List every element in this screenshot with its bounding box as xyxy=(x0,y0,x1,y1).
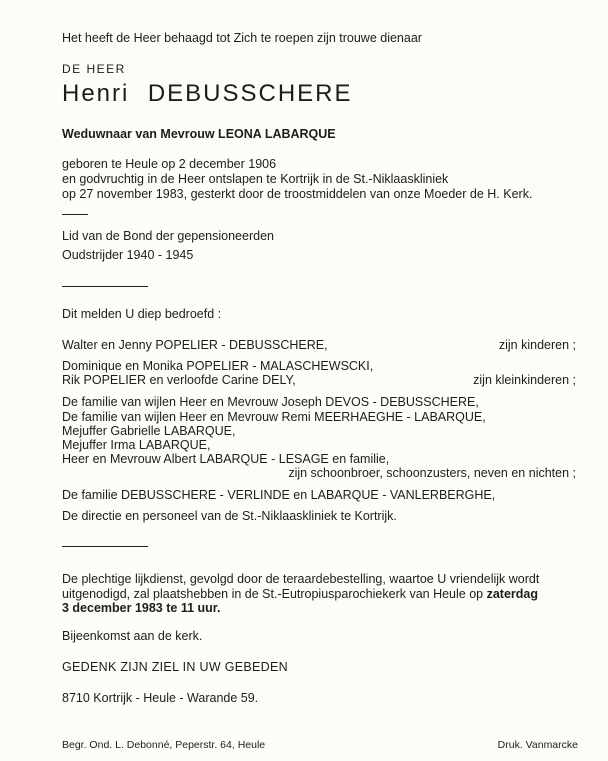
in-law-line-4: Mejuffer Irma LABARQUE, xyxy=(62,438,211,452)
membership-2: Oudstrijder 1940 - 1945 xyxy=(62,248,194,262)
grandchildren-relation: zijn kleinkinderen ; xyxy=(473,373,576,387)
widower-line: Weduwnaar van Mevrouw LEONA LABARQUE xyxy=(62,127,336,141)
children-relation: zijn kinderen ; xyxy=(498,338,576,352)
footer-undertaker: Begr. Ond. L. Debonné, Peperstr. 64, Heule xyxy=(62,739,266,751)
service-line-2 xyxy=(62,587,538,602)
families-line: De familie DEBUSSCHERE - VERLINDE en LABARQUE - VANLERBERGHE, xyxy=(62,488,496,502)
grandchildren-line-2: Rik POPELIER en verloofde Carine DELY, xyxy=(62,373,296,387)
in-law-line-2: De familie van wijlen Heer en Mevrouw Remi MEERHAEGHE - LABARQUE, xyxy=(62,410,486,424)
grandchildren-line-1: Dominique en Monika POPELIER - MALASCHEWSCKI, xyxy=(62,359,374,373)
announce-line: Dit melden U diep bedroefd : xyxy=(62,307,222,321)
bio-line-3: op 27 november 1983, gesterkt door de troostmiddelen van onze Moeder de H. Kerk. xyxy=(62,187,533,201)
deceased-name xyxy=(62,80,353,108)
title-prefix: DE HEER xyxy=(62,62,126,76)
membership-1: Lid van de Bond der gepensioneerden xyxy=(62,229,274,243)
bio-line-2: en godvruchtig in de Heer ontslapen te Kortrijk in de St.-Niklaaskliniek xyxy=(62,172,449,186)
intro-line: Het heeft de Heer behaagd tot Zich te roepen zijn trouwe dienaar xyxy=(62,31,422,45)
service-line-1: De plechtige lijkdienst, gevolgd door de teraardebestelling, waartoe U vriendelijk wordt xyxy=(62,572,540,586)
service-day: zaterdag xyxy=(486,587,539,601)
footer-printer: Druk. Vanmarcke xyxy=(497,739,578,751)
in-law-line-1: De familie van wijlen Heer en Mevrouw Joseph DEVOS - DEBUSSCHERE, xyxy=(62,395,479,409)
service-line-2-text: uitgenodigd, zal plaatshebben in de St.-Eutropiusparochiekerk van Heule op xyxy=(62,587,484,601)
last-name: DEBUSSCHERE xyxy=(147,80,353,107)
service-date: 3 december 1983 te 11 uur. xyxy=(62,601,221,615)
bio-line-1: geboren te Heule op 2 december 1906 xyxy=(62,157,277,171)
in-law-line-5: Heer en Mevrouw Albert LABARQUE - LESAGE en familie, xyxy=(62,452,390,466)
divider-1 xyxy=(62,214,88,215)
gathering-line: Bijeenkomst aan de kerk. xyxy=(62,629,203,643)
first-name: Henri xyxy=(62,80,130,107)
clinic-line: De directie en personeel van de St.-Niklaaskliniek te Kortrijk. xyxy=(62,509,397,523)
in-law-line-3: Mejuffer Gabrielle LABARQUE, xyxy=(62,424,236,438)
address-line: 8710 Kortrijk - Heule - Warande 59. xyxy=(62,691,259,705)
children-names: Walter en Jenny POPELIER - DEBUSSCHERE, xyxy=(62,338,328,352)
prayer-line: GEDENK ZIJN ZIEL IN UW GEBEDEN xyxy=(62,660,288,674)
divider-3 xyxy=(62,546,148,547)
in-laws-relation: zijn schoonbroer, schoonzusters, neven en nichten ; xyxy=(288,466,576,480)
divider-2 xyxy=(62,286,148,287)
